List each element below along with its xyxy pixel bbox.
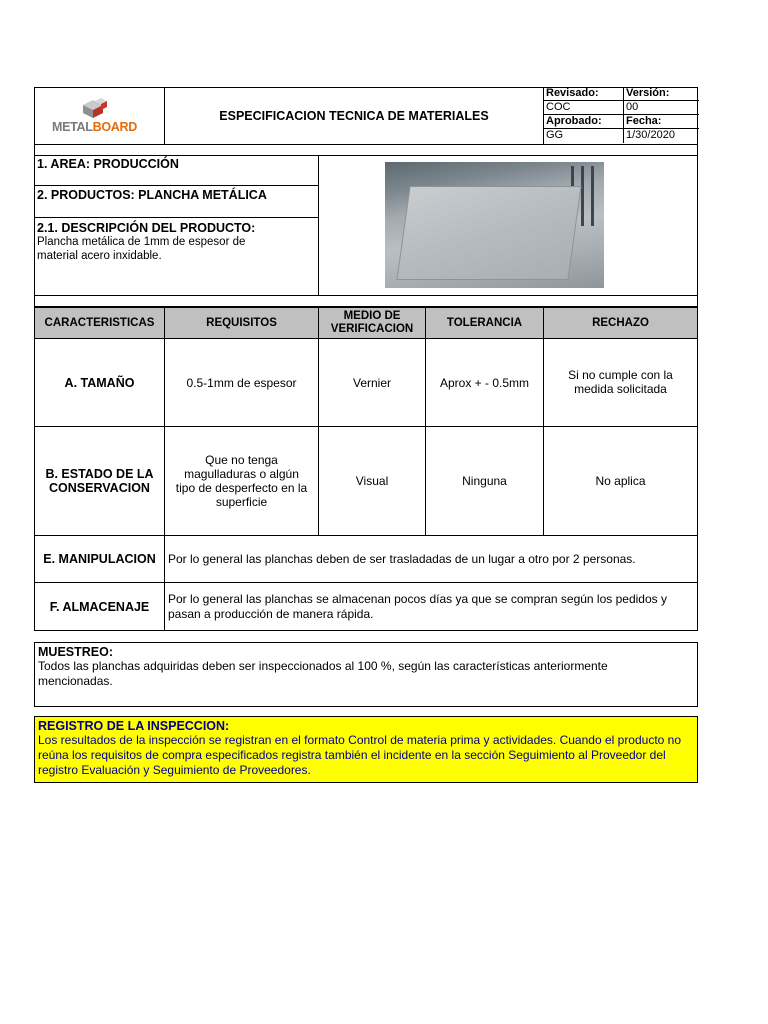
- registro-title: REGISTRO DE LA INSPECCION:: [38, 719, 230, 733]
- logo-cube-icon: [79, 97, 111, 119]
- col-header-caracteristicas: CARACTERISTICAS: [35, 308, 165, 339]
- table-cell-rechazo: No aplica: [544, 427, 697, 536]
- product-photo: [385, 162, 604, 288]
- logo-text-board: BOARD: [92, 120, 137, 134]
- version-value: 00: [624, 101, 699, 115]
- header-logo-cell: [34, 87, 165, 145]
- aprobado-label: Aprobado:: [544, 115, 624, 129]
- col-header-requisitos: REQUISITOS: [165, 308, 319, 339]
- table-cell-tolerancia: Ninguna: [426, 427, 544, 536]
- header-meta-table: [543, 87, 698, 145]
- almacenaje-text: Por lo general las planchas se almacenan pocos días ya que se compran según los pedidos y pasan a producción de manera rápida.: [168, 591, 667, 621]
- logo-wordmark: [52, 120, 152, 136]
- descripcion-title: 2.1. DESCRIPCIÓN DEL PRODUCTO:: [37, 221, 256, 235]
- area-field: [34, 155, 319, 186]
- fecha-label: Fecha:: [624, 115, 699, 129]
- table-cell-medio: Visual: [319, 427, 426, 536]
- muestreo-title: MUESTREO:: [38, 645, 113, 659]
- muestreo-box: [34, 642, 698, 707]
- table-cell-rechazo: [544, 339, 697, 427]
- productos-field: [34, 186, 319, 218]
- area-text: 1. AREA: PRODUCCIÓN: [37, 157, 179, 171]
- logo-text-metal: METAL: [52, 120, 93, 134]
- table-row-label: A. TAMAÑO: [35, 339, 165, 427]
- version-label: Versión:: [624, 87, 699, 101]
- table-cell-requisito: 0.5-1mm de espesor: [165, 339, 319, 427]
- rechazo-text: Si no cumple con la medida solicitada: [568, 368, 673, 396]
- muestreo-text: Todos las planchas adquiridas deben ser inspeccionados al 100 %, según las características anteriormente mencionadas.: [38, 659, 608, 688]
- col-header-rechazo: RECHAZO: [544, 308, 697, 339]
- table-cell-tolerancia: Aprox + - 0.5mm: [426, 339, 544, 427]
- photo-rack: [581, 166, 584, 226]
- registro-box: [34, 716, 698, 783]
- fecha-value: 1/30/2020: [626, 129, 675, 141]
- revisado-value: COC: [544, 101, 624, 115]
- separator-row-2: [34, 295, 698, 307]
- table-cell-medio: Vernier: [319, 339, 426, 427]
- photo-sheet: [396, 186, 581, 280]
- almacenaje-label: F. ALMACENAJE: [35, 583, 165, 630]
- registro-text: Los resultados de la inspección se registran en el formato Control de materia prima y actividades. Cuando el producto no reúna los requisitos de compra especificados registra también el incidente en la sección Seguimiento al Proveedor del registro Evaluación y Seguimiento de Proveedores.: [38, 733, 682, 777]
- photo-rack: [591, 166, 594, 226]
- productos-text: 2. PRODUCTOS: PLANCHA METÁLICA: [37, 188, 267, 202]
- document-title: ESPECIFICACION TECNICA DE MATERIALES: [219, 109, 489, 123]
- descripcion-field: [34, 218, 319, 296]
- table-cell-requisito: Que no tenga magulladuras o algún tipo de desperfecto en la superficie: [165, 427, 319, 536]
- col-header-tolerancia: TOLERANCIA: [426, 308, 544, 339]
- revisado-label: Revisado:: [544, 87, 624, 101]
- aprobado-value: GG: [544, 129, 624, 143]
- col-header-medio: MEDIO DE VERIFICACION: [319, 308, 426, 339]
- descripcion-text: Plancha metálica de 1mm de espesor de material acero inxidable.: [37, 236, 246, 262]
- manipulacion-text: Por lo general las planchas deben de ser trasladadas de un lugar a otro por 2 personas.: [165, 536, 697, 583]
- table-row-label: B. ESTADO DE LA CONSERVACION: [35, 427, 165, 536]
- manipulacion-label: E. MANIPULACION: [35, 536, 165, 583]
